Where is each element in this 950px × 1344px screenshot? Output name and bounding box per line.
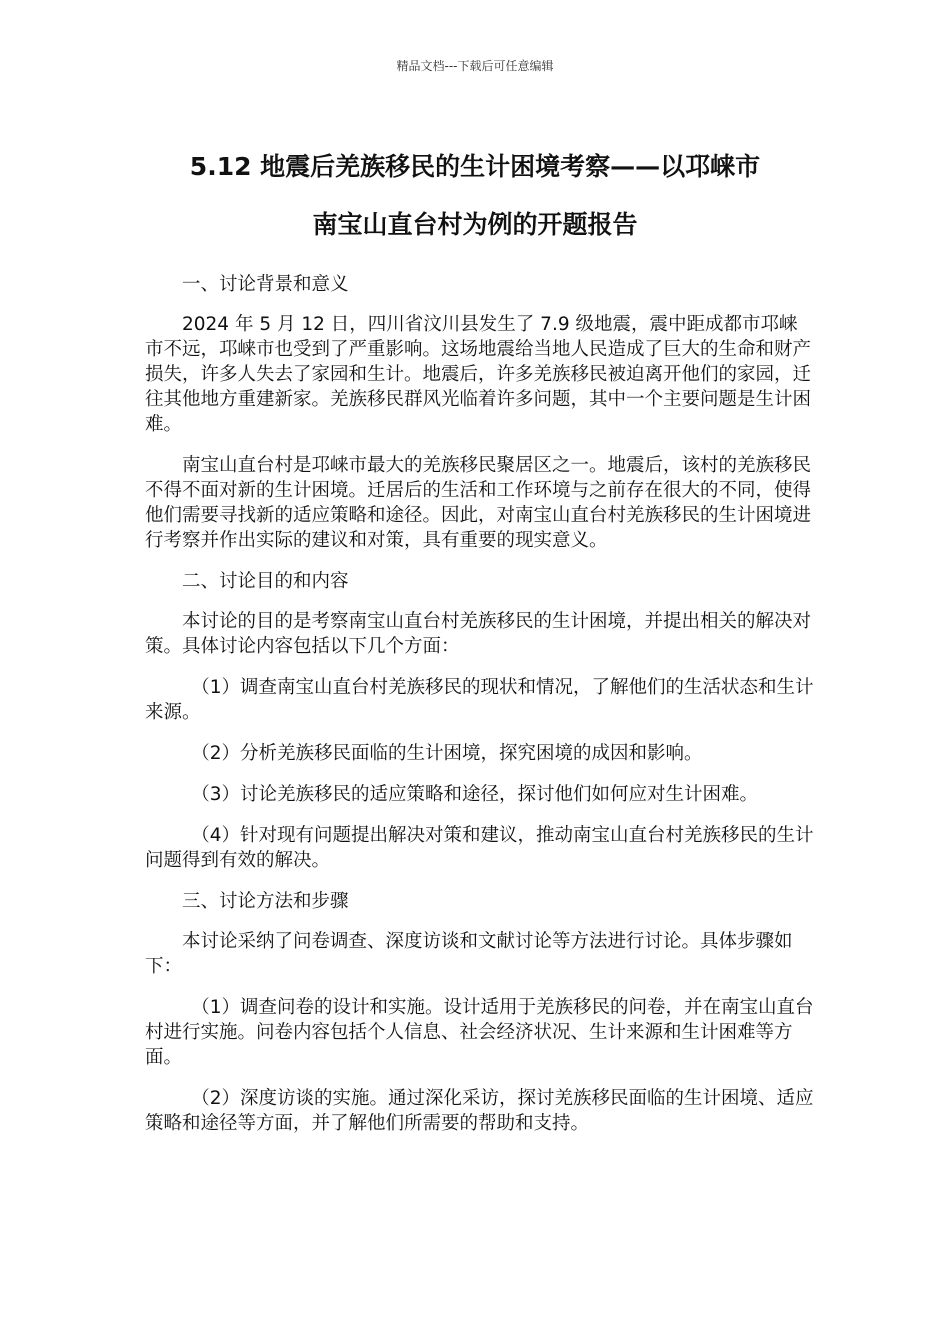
section-3-list-item-2: （2）深度访谈的实施。通过深化采访，探讨羌族移民面临的生计困境、适应策略和途径等方面，并了解他们所需要的帮助和支持。 (145, 1088, 814, 1134)
document-title (120, 138, 830, 254)
section-2-list-item-2: （2）分析羌族移民面临的生计困境，探究困境的成因和影响。 (191, 743, 703, 764)
section-2-list-item-3: （3）讨论羌族移民的适应策略和途径，探讨他们如何应对生计困难。 (191, 784, 759, 805)
title-line-1: 5.12 地震后羌族移民的生计困境考察——以邛崃市 (189, 152, 761, 181)
section-2-list-item-1: （1）调查南宝山直台村羌族移民的现状和情况，了解他们的生活状态和生计来源。 (145, 677, 814, 723)
section-2-paragraph-1: 本讨论的目的是考察南宝山直台村羌族移民的生计困境，并提出相关的解决对策。具体讨论内容包括以下几个方面： (145, 611, 812, 657)
section-1-heading: 一、讨论背景和意义 (182, 274, 349, 295)
section-3-paragraph-1: 本讨论采纳了问卷调查、深度访谈和文献讨论等方法进行讨论。具体步骤如下： (145, 931, 793, 977)
section-3-list-item-1: （1）调查问卷的设计和实施。设计适用于羌族移民的问卷，并在南宝山直台村进行实施。问卷内容包括个人信息、社会经济状况、生计来源和生计困难等方面。 (145, 997, 814, 1068)
document-body (145, 272, 815, 1152)
title-line-2: 南宝山直台村为例的开题报告 (312, 210, 638, 239)
section-1-paragraph-1: 2024 年 5 月 12 日，四川省汶川县发生了 7.9 级地震，震中距成都市邛崃市不远，邛崃市也受到了严重影响。这场地震给当地人民造成了巨大的生命和财产损失，许多人失去了家园和生计。地震后，许多羌族移民被迫离开他们的家园，迁往其他地方重建新家。羌族移民群风光临着许多问题，其中一个主要问题是生计困难。 (145, 314, 812, 435)
section-2-heading: 二、讨论目的和内容 (182, 571, 349, 592)
section-1-paragraph-2: 南宝山直台村是邛崃市最大的羌族移民聚居区之一。地震后，该村的羌族移民不得不面对新的生计困境。迁居后的生活和工作环境与之前存在很大的不同，使得他们需要寻找新的适应策略和途径。因此，对南宝山直台村羌族移民的生计困境进行考察并作出实际的建议和对策，具有重要的现实意义。 (145, 455, 812, 551)
page-header-watermark: 精品文档---下载后可任意编辑 (396, 59, 554, 73)
section-3-heading: 三、讨论方法和步骤 (182, 891, 349, 912)
section-2-list-item-4: （4）针对现有问题提出解决对策和建议，推动南宝山直台村羌族移民的生计问题得到有效的解决。 (145, 825, 814, 871)
